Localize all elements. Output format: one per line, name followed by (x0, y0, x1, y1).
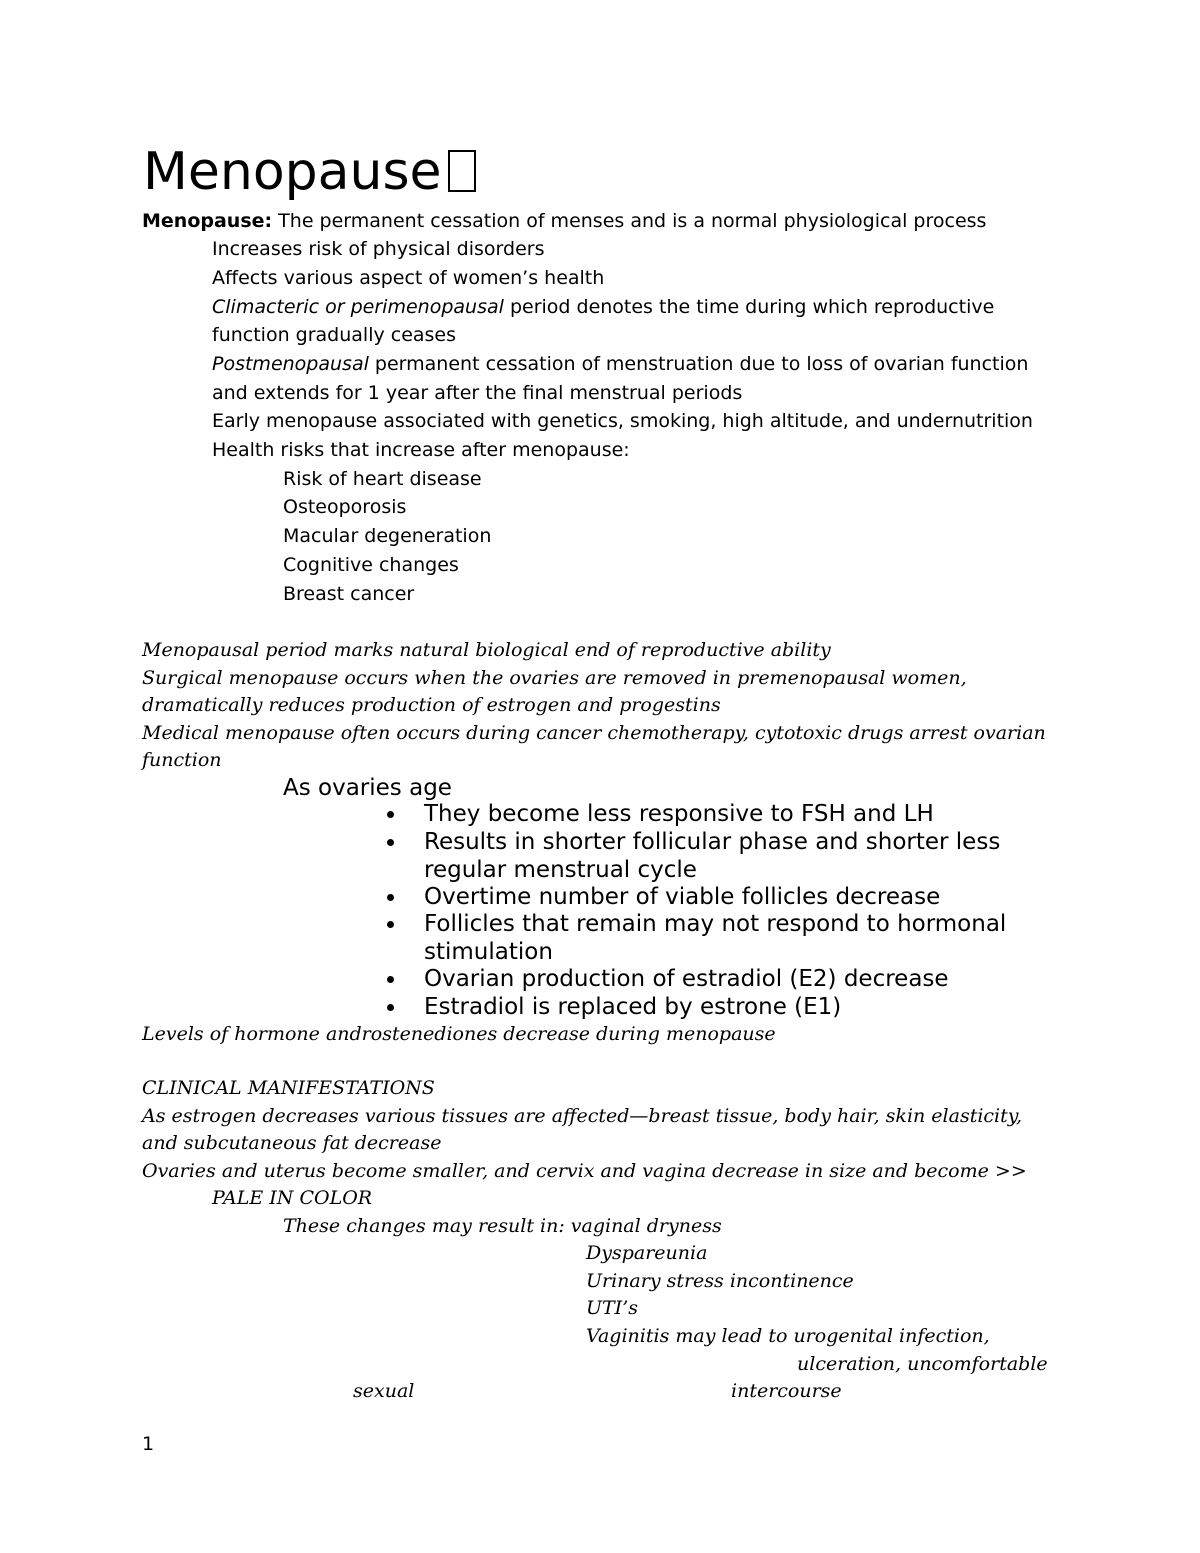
clinical-line-10: ulceration, uncomfortable (797, 1353, 1048, 1375)
clinical-heading: CLINICAL MANIFESTATIONS (142, 1077, 435, 1099)
bullet-icon (387, 839, 394, 846)
bullet-icon (387, 811, 394, 818)
point-4-line-2: and extends for 1 year after the final menstrual periods (212, 382, 743, 404)
italic-line-4: Medical menopause often occurs during cancer chemotherapy, cytotoxic drugs arrest ovarian (142, 722, 1046, 744)
point-4-rest: permanent cessation of menstruation due to loss of ovarian function (374, 353, 1029, 375)
clinical-line-9: Vaginitis may lead to urogenital infection, (586, 1325, 990, 1347)
bullet-icon (387, 921, 394, 928)
clinical-line-11b: intercourse (731, 1380, 842, 1402)
ovaries-bullet: Results in shorter follicular phase and shorter less (424, 829, 1001, 855)
ovaries-bullet-cont: regular menstrual cycle (424, 857, 697, 883)
clinical-line-8: UTI’s (586, 1297, 638, 1319)
clinical-line-4: PALE IN COLOR (212, 1187, 373, 1209)
clinical-line-1: As estrogen decreases various tissues are affected—breast tissue, body hair, skin elasticity, (142, 1105, 1023, 1127)
bullet-icon (387, 976, 394, 983)
clinical-line-7: Urinary stress incontinence (586, 1270, 854, 1292)
point-3-rest: period denotes the time during which reproductive (509, 296, 995, 318)
risk-item: Osteoporosis (283, 496, 407, 518)
risk-item: Cognitive changes (283, 554, 459, 576)
definition-text: The permanent cessation of menses and is a normal physiological process (278, 210, 987, 232)
bullet-icon (387, 894, 394, 901)
page-number: 1 (142, 1433, 155, 1455)
clinical-line-6: Dyspareunia (586, 1242, 708, 1264)
ovaries-bullet: Overtime number of viable follicles decrease (424, 884, 941, 910)
clinical-line-11a: sexual (353, 1380, 415, 1402)
point-1: Increases risk of physical disorders (212, 238, 545, 260)
risk-item: Macular degeneration (283, 525, 492, 547)
definition-line (142, 212, 986, 231)
italic-line-3: dramatically reduces production of estrogen and progestins (142, 694, 721, 716)
point-5: Early menopause associated with genetics, smoking, high altitude, and undernutrition (212, 410, 1033, 432)
point-4-italic: Postmenopausal (212, 353, 369, 375)
risk-item: Breast cancer (283, 583, 415, 605)
page-title-text: Menopause (143, 142, 442, 202)
ovaries-bullet-cont: stimulation (424, 939, 553, 965)
clinical-line-5: These changes may result in: vaginal dryness (283, 1215, 722, 1237)
italic-line-5: function (142, 749, 222, 771)
levels-line: Levels of hormone androstenediones decrease during menopause (142, 1023, 776, 1045)
point-3-italic: Climacteric or perimenopausal (212, 296, 504, 318)
ovaries-heading: As ovaries age (283, 775, 452, 801)
ovaries-bullet: They become less responsive to FSH and LH (424, 801, 934, 827)
point-6: Health risks that increase after menopause: (212, 439, 630, 461)
definition-term: Menopause: (142, 210, 273, 232)
italic-line-1: Menopausal period marks natural biological end of reproductive ability (142, 639, 831, 661)
clinical-line-3: Ovaries and uterus become smaller, and cervix and vagina decrease in size and become >> (142, 1160, 1027, 1182)
ovaries-bullet: Follicles that remain may not respond to hormonal (424, 911, 1007, 937)
page-title (143, 142, 476, 202)
point-4 (212, 355, 1028, 374)
missing-glyph-icon (448, 150, 476, 192)
risk-item: Risk of heart disease (283, 468, 482, 490)
point-3-line-2: function gradually ceases (212, 324, 457, 346)
point-3 (212, 298, 994, 317)
ovaries-bullet: Estradiol is replaced by estrone (E1) (424, 994, 842, 1020)
bullet-icon (387, 1004, 394, 1011)
clinical-line-2: and subcutaneous fat decrease (142, 1132, 442, 1154)
ovaries-bullet: Ovarian production of estradiol (E2) decrease (424, 966, 949, 992)
italic-line-2: Surgical menopause occurs when the ovaries are removed in premenopausal women, (142, 667, 967, 689)
point-2: Affects various aspect of women’s health (212, 267, 605, 289)
